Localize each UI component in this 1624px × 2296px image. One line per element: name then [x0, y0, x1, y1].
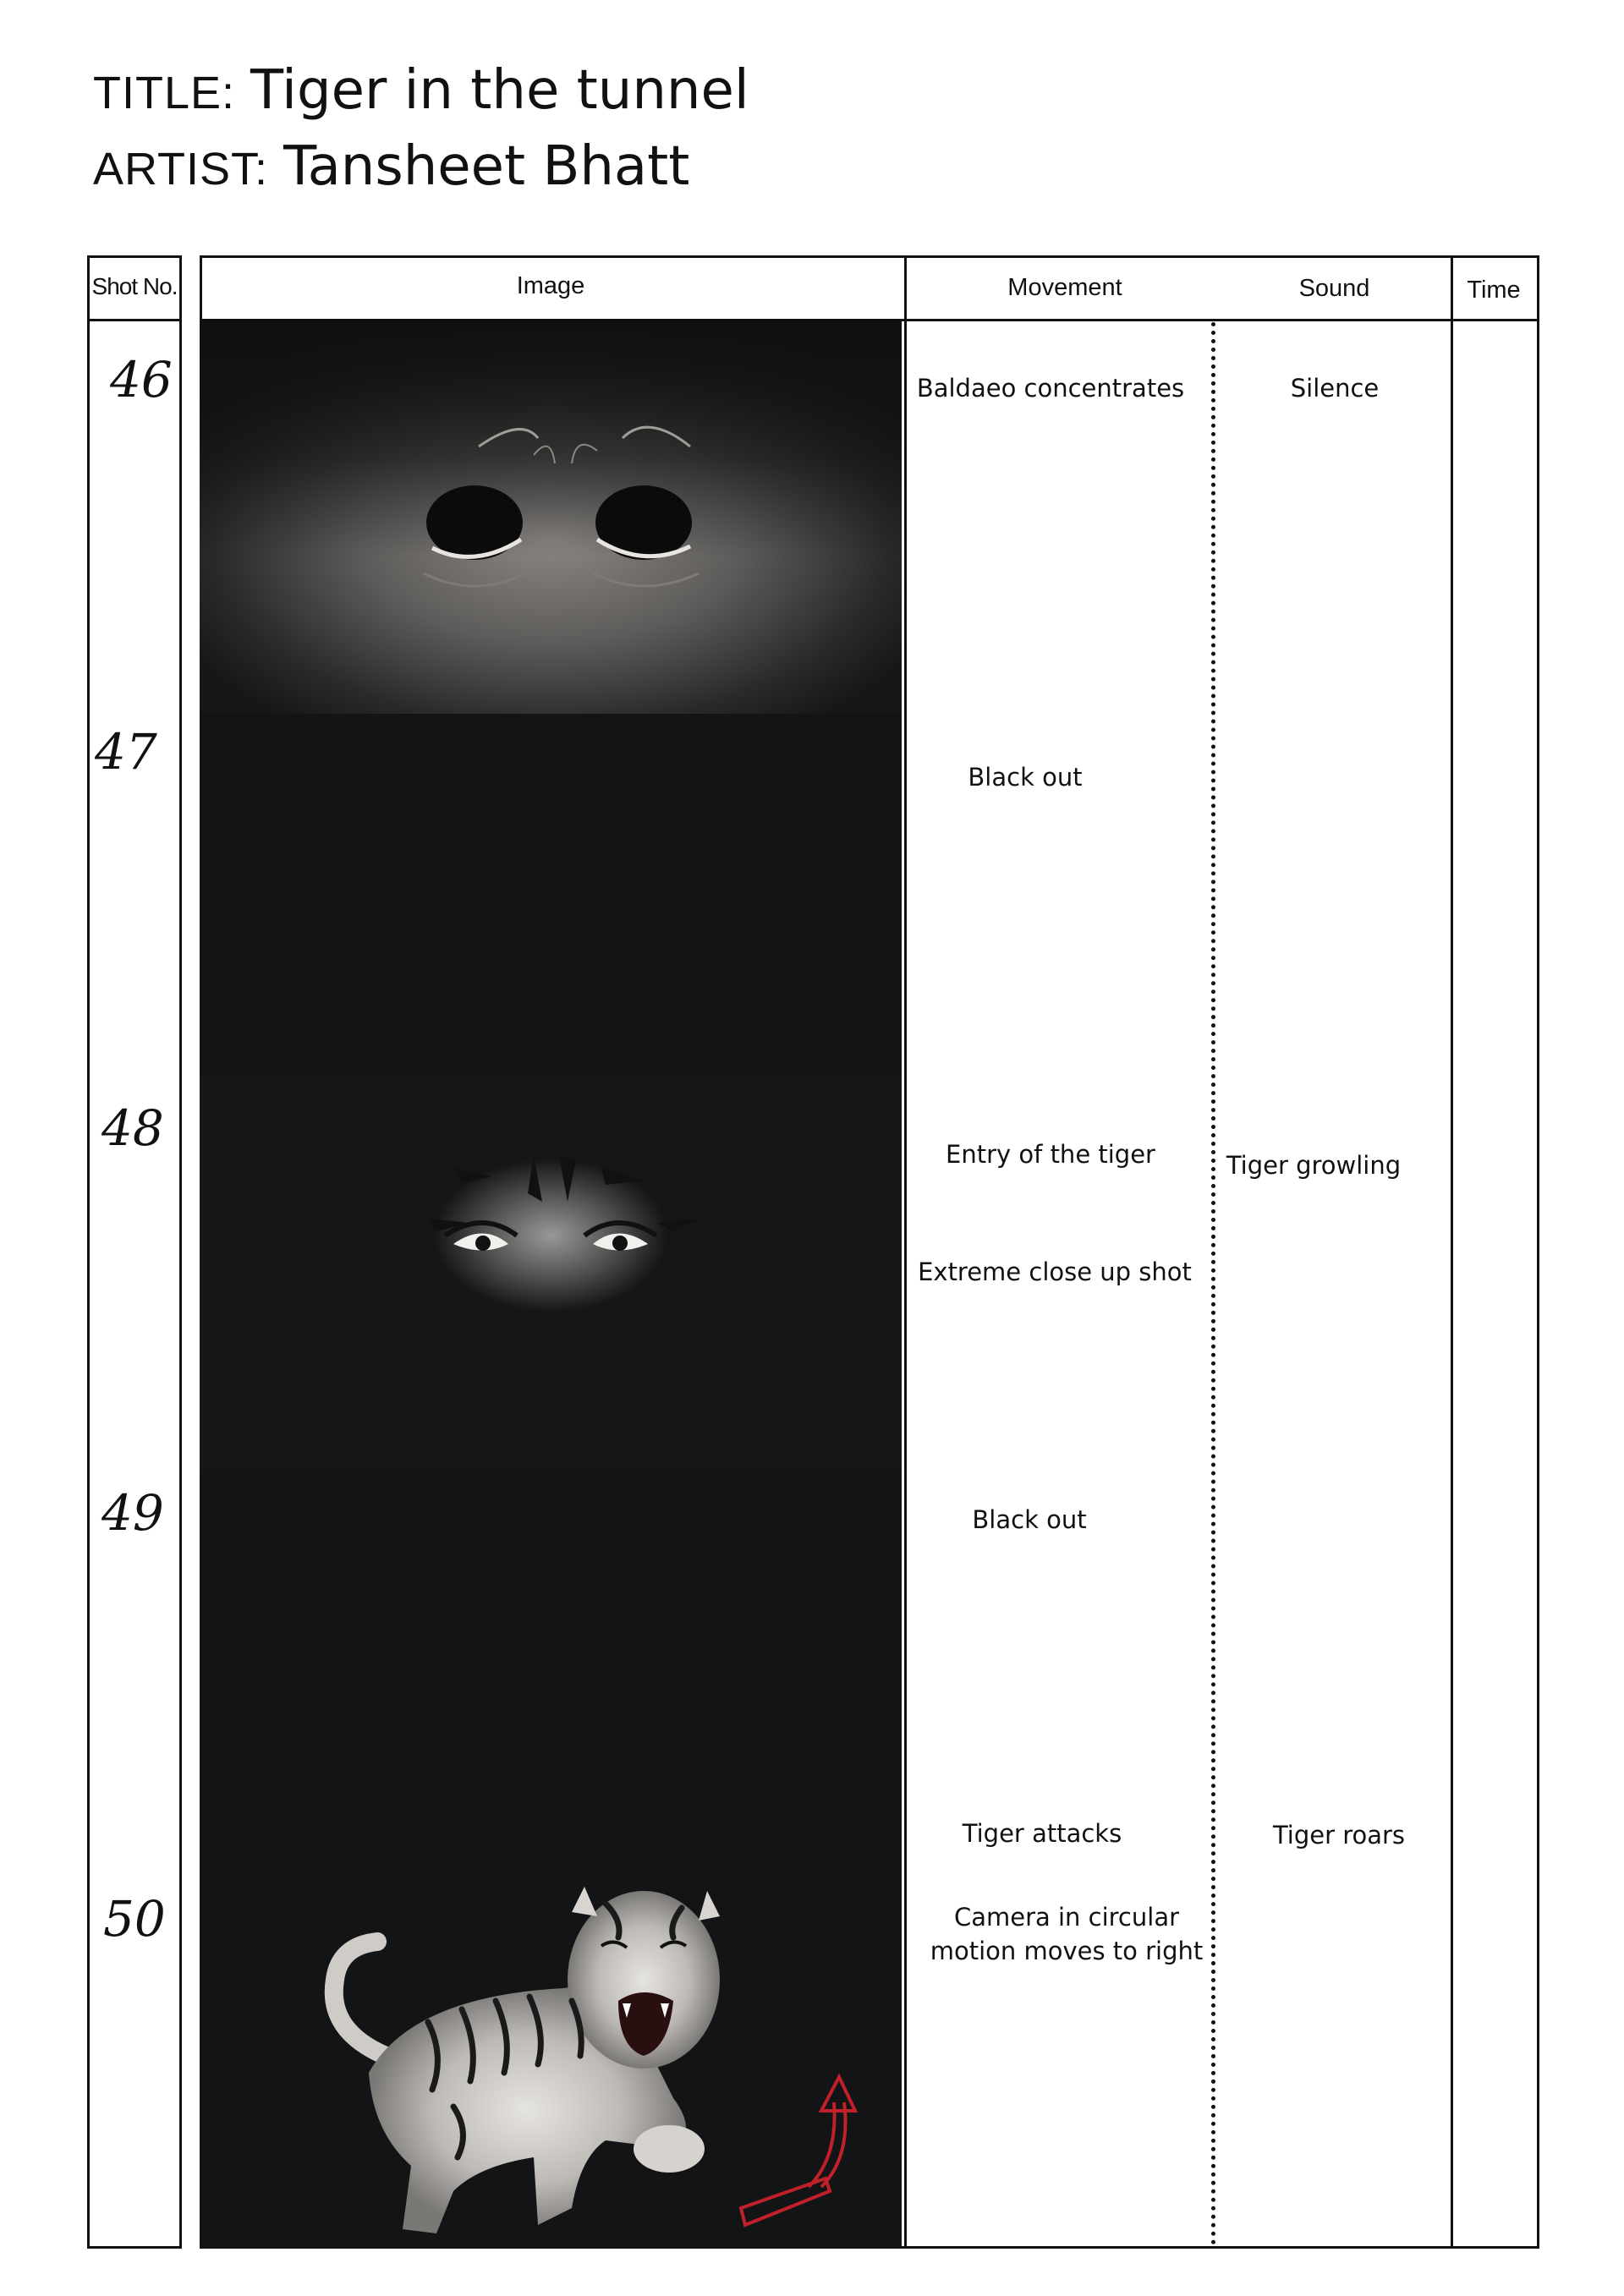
image-column-divider: [904, 258, 907, 2246]
shot-number-46: 46: [110, 351, 173, 408]
movement-48-entry: Entry of the tiger: [946, 1140, 1155, 1169]
frame-46-eyes-closeup: [200, 320, 902, 714]
movement-50-attack: Tiger attacks: [962, 1819, 1122, 1848]
title-label: TITLE:: [93, 68, 236, 118]
shot-number-47: 47: [95, 723, 157, 781]
movement-48-closeup: Extreme close up shot: [918, 1258, 1192, 1286]
frame-49-black-out: [200, 1472, 902, 1853]
shot-number-49: 49: [102, 1484, 164, 1542]
column-header-time: Time: [1467, 277, 1521, 304]
shot-number-column: [87, 255, 182, 2249]
shot-number-48: 48: [102, 1099, 164, 1157]
frame-47-black-out: [200, 714, 902, 1075]
title-line: [93, 59, 749, 122]
shot-number-50: 50: [103, 1890, 166, 1948]
sound-50: Tiger roars: [1272, 1821, 1406, 1849]
time-column-divider: [1451, 258, 1453, 2246]
column-header-shot: Shot No.: [91, 273, 178, 299]
movement-46: Baldaeo concentrates: [916, 374, 1185, 403]
column-header-movement: Movement: [1007, 274, 1122, 301]
movement-47: Black out: [968, 763, 1083, 792]
sound-48: Tiger growling: [1226, 1151, 1402, 1180]
column-header-image: Image: [516, 272, 585, 299]
movement-49: Black out: [972, 1505, 1087, 1534]
title-value: Tiger in the tunnel: [250, 59, 749, 122]
artist-value: Tansheet Bhatt: [283, 135, 690, 198]
frame-48-tiger-eyes: [200, 1075, 902, 1472]
column-header-sound: Sound: [1298, 275, 1370, 302]
artist-line: [93, 135, 689, 198]
movement-50-camera: Camera in circular motion moves to right: [930, 1903, 1204, 1965]
sound-46: Silence: [1290, 374, 1380, 403]
frame-50-tiger-attack: [200, 1853, 902, 2249]
artist-label: ARTIST:: [93, 144, 269, 195]
